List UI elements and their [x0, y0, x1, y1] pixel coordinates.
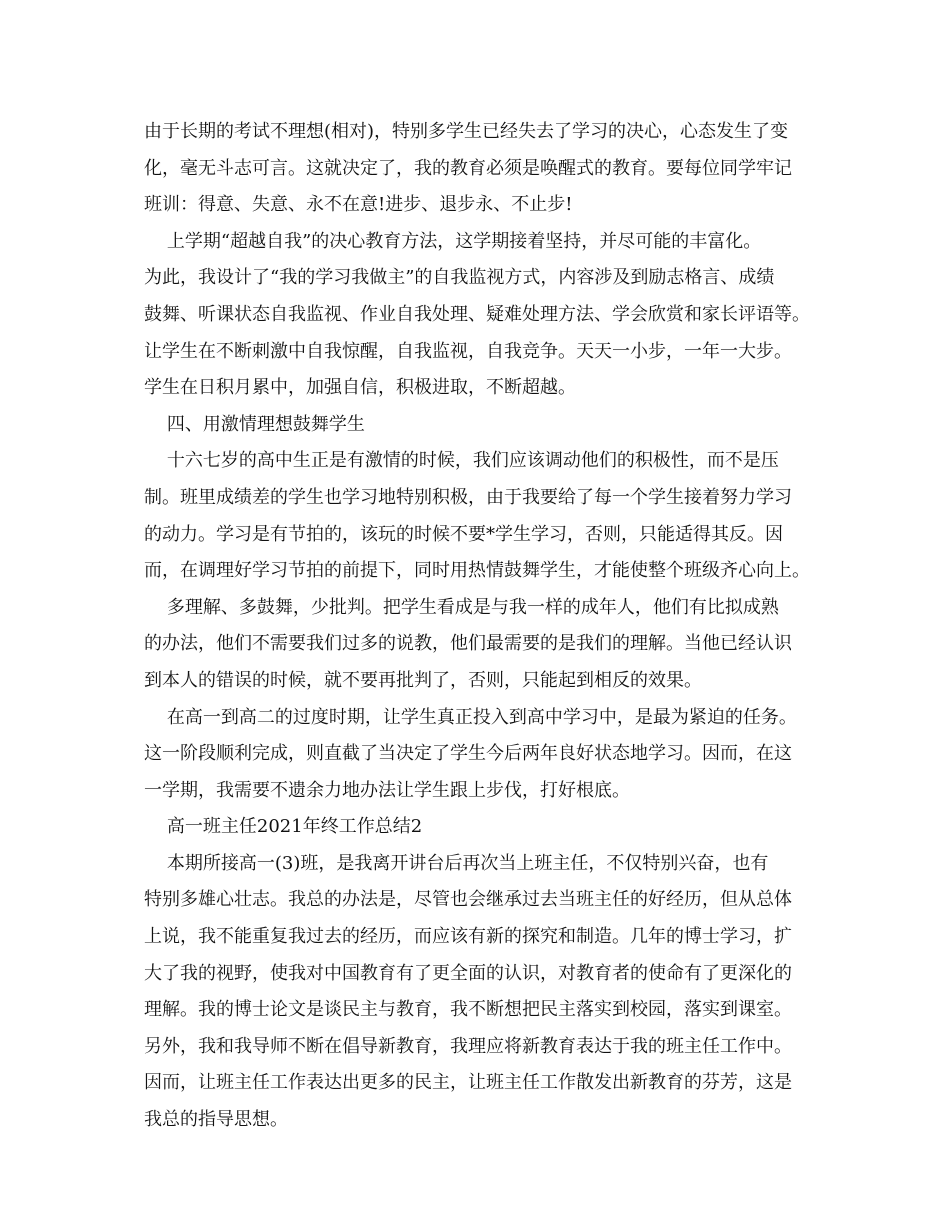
text-line: 一学期，我需要不遗余力地办法让学生跟上步伐，打好根底。: [144, 779, 630, 801]
text-line: 让学生在不断刺激中自我惊醒，自我监视，自我竞争。天天一小步，一年一大步。: [144, 340, 792, 362]
text-line: 在高一到高二的过度时期，让学生真正投入到高中学习中，是最为紧迫的任务。: [144, 706, 797, 728]
text-line: 因而，让班主任工作表达出更多的民主，让班主任工作散发出新教育的芬芳，这是: [144, 1072, 792, 1094]
text-line: 由于长期的考试不理想(相对)，特别多学生已经失去了学习的决心，心态发生了变: [144, 121, 789, 142]
text-line: 我总的指导思想。: [144, 1109, 288, 1131]
text-line: 十六七岁的高中生正是有激情的时候，我们应该调动他们的积极性，而不是压: [144, 450, 779, 472]
text-line: 大了我的视野，使我对中国教育有了更全面的认识，对教育者的使命有了更深化的: [144, 962, 792, 984]
text-line: 为此，我设计了“我的学习我做主”的自我监视方式，内容涉及到励志格言、成绩: [144, 267, 775, 289]
text-line: 的动力。学习是有节拍的，该玩的时候不要*学生学习，否则，只能适得其反。因: [144, 523, 783, 545]
document-body: [144, 114, 824, 1139]
text-line: 鼓舞、听课状态自我监视、作业自我处理、疑难处理方法、学会欣赏和家长评语等。: [144, 303, 810, 325]
text-line: 而，在调理好学习节拍的前提下，同时用热情鼓舞学生，才能使整个班级齐心向上。: [144, 560, 810, 582]
section-heading: 四、用激情理想鼓舞学生: [144, 413, 365, 435]
text-line: 学生在日积月累中，加强自信，积极进取，不断超越。: [144, 377, 576, 399]
text-line: 理解。我的博士论文是谈民主与教育，我不断想把民主落实到校园，落实到课室。: [144, 999, 792, 1021]
text-line: 本期所接高一(3)班，是我离开讲台后再次当上班主任，不仅特别兴奋，也有: [144, 852, 769, 874]
text-line: 上学期“超越自我”的决心教育方法，这学期接着坚持，并尽可能的丰富化。: [144, 230, 762, 252]
text-line: 上说，我不能重复我过去的经历，而应该有新的探究和制造。几年的博士学习，扩: [144, 926, 792, 948]
text-line: 的办法，他们不需要我们过多的说教，他们最需要的是我们的理解。当他已经认识: [144, 633, 792, 655]
text-line: 另外，我和我导师不断在倡导新教育，我理应将新教育表达于我的班主任工作中。: [144, 1035, 792, 1057]
text-line: 多理解、多鼓舞，少批判。把学生看成是与我一样的成年人，他们有比拟成熟: [144, 596, 779, 618]
text-line: 班训：得意、失意、永不在意!进步、退步永、不止步!: [144, 194, 573, 216]
text-line: 到本人的错误的时候，就不要再批判了，否则，只能起到相反的效果。: [144, 669, 702, 691]
document-subtitle: 高一班主任2021年终工作总结2: [144, 816, 423, 838]
text-line: 化，毫无斗志可言。这就决定了，我的教育必须是唤醒式的教育。要每位同学牢记: [144, 157, 792, 179]
text-line: 这一阶段顺利完成，则直截了当决定了学生今后两年良好状态地学习。因而，在这: [144, 743, 792, 765]
text-line: 特别多雄心壮志。我总的办法是，尽管也会继承过去当班主任的好经历，但从总体: [144, 889, 792, 911]
text-line: 制。班里成绩差的学生也学习地特别积极，由于我要给了每一个学生接着努力学习: [144, 486, 792, 508]
